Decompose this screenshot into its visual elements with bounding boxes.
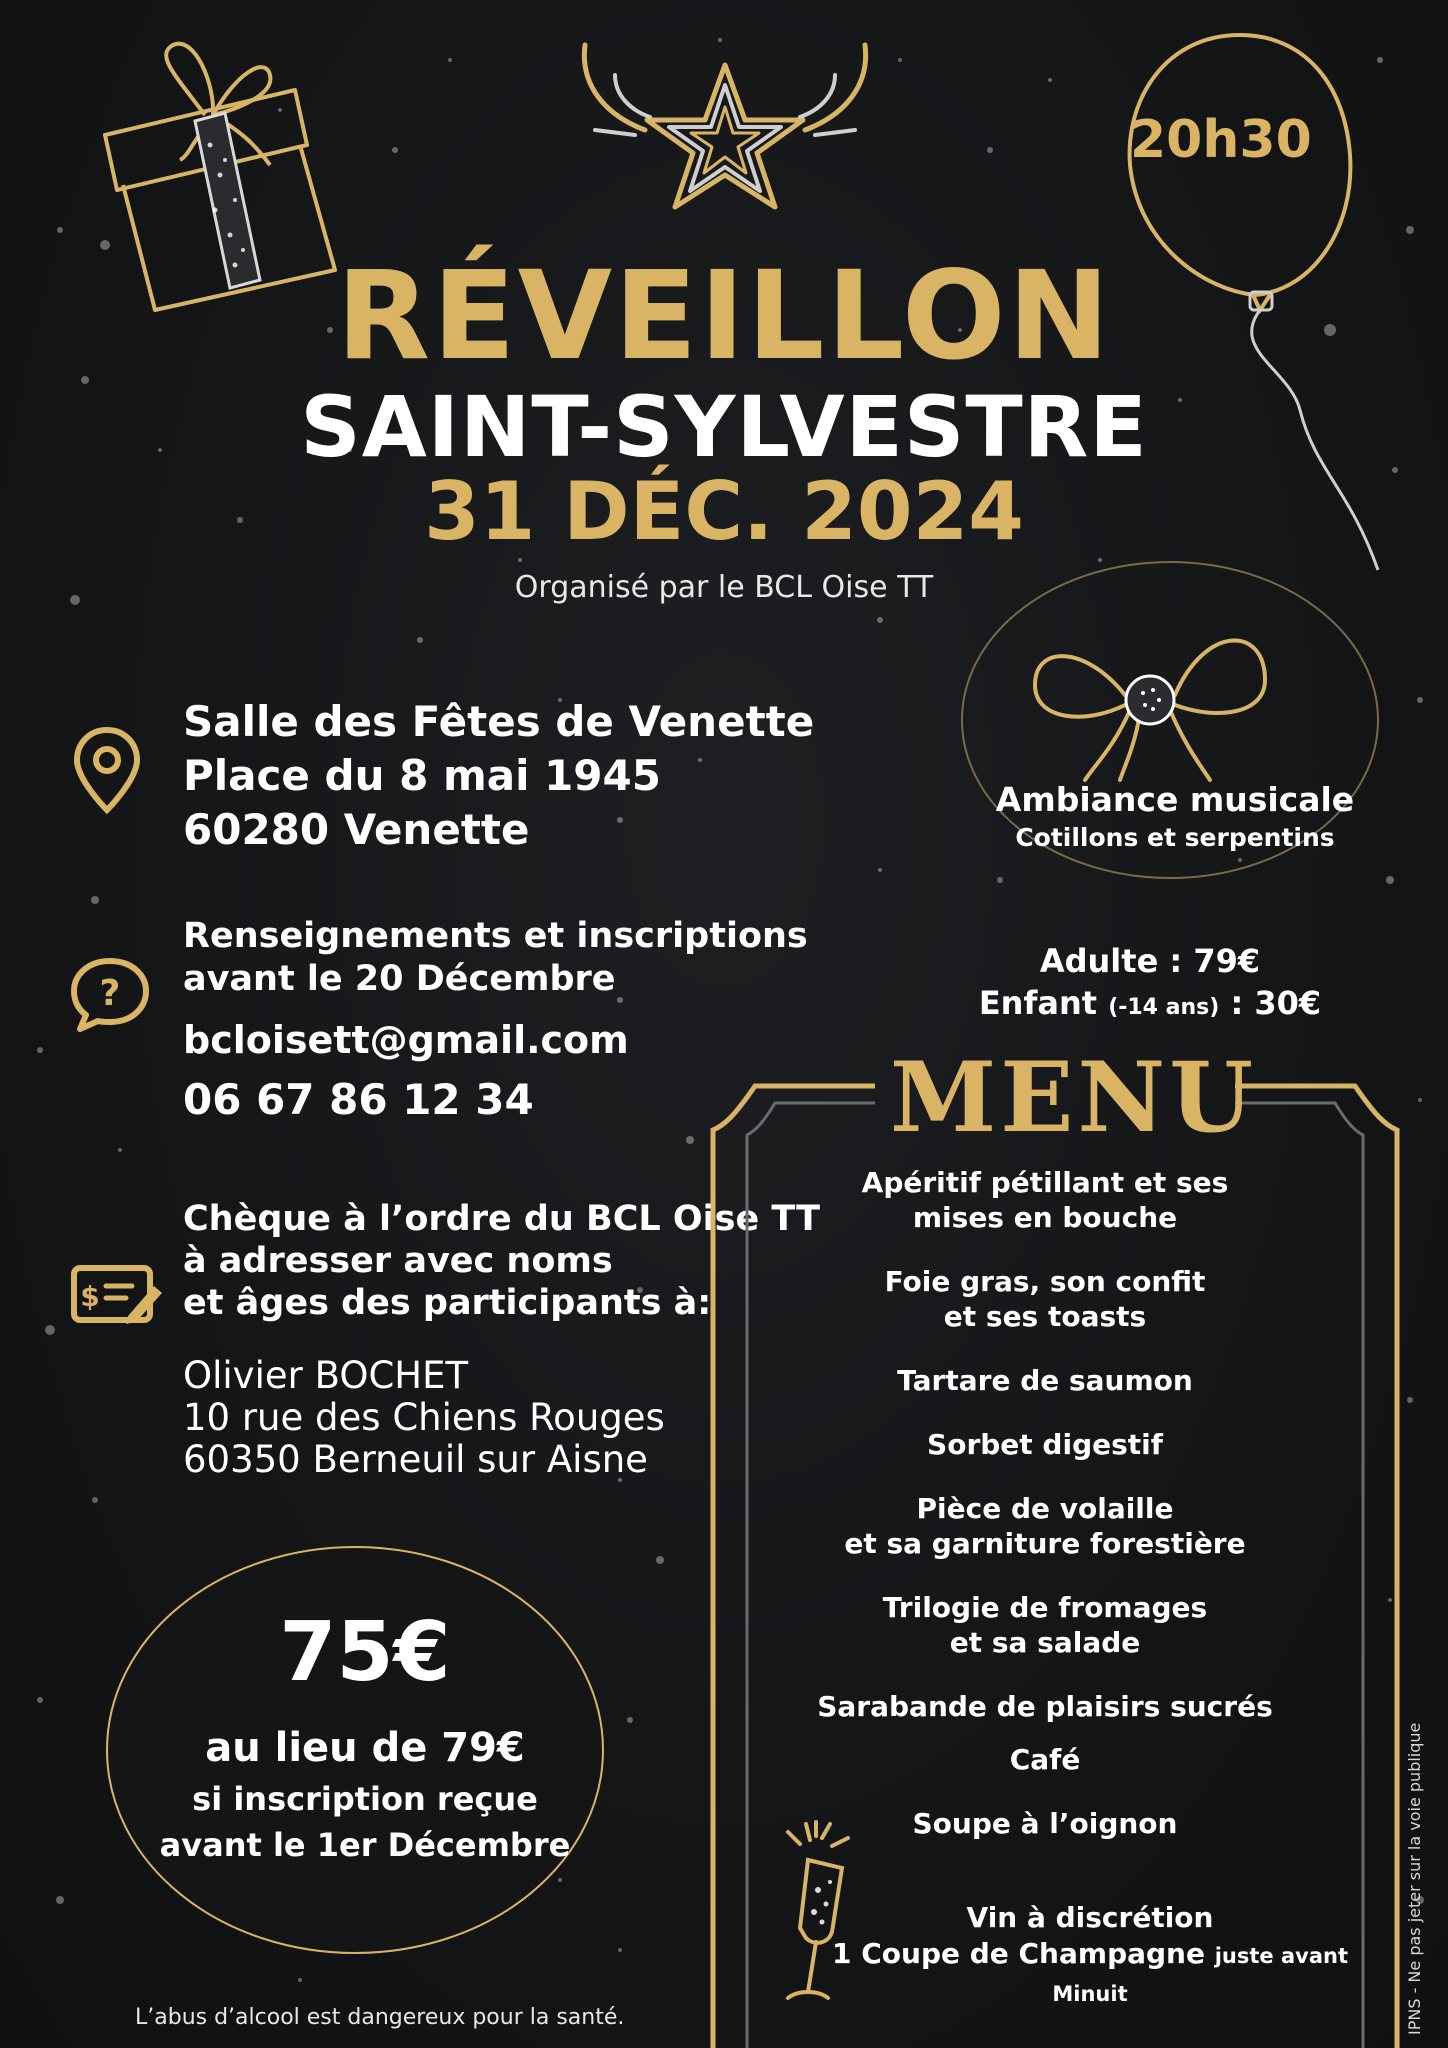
payee-line: Olivier BOCHET bbox=[183, 1354, 469, 1397]
bow-icon bbox=[1025, 605, 1275, 785]
menu-item-line: Foie gras, son confit bbox=[884, 1265, 1206, 1298]
menu-item bbox=[740, 1590, 1350, 1660]
promo-price: 75€ bbox=[279, 1605, 451, 1700]
menu-champagne-label: 1 Coupe de Champagne bbox=[832, 1937, 1205, 1970]
cheque-icon bbox=[70, 1262, 165, 1332]
location-address bbox=[183, 695, 814, 857]
menu-item bbox=[740, 1427, 1350, 1462]
menu-item-line: et ses toasts bbox=[943, 1300, 1147, 1333]
contact-phone[interactable]: 06 67 86 12 34 bbox=[183, 1075, 534, 1124]
tariff-child-price: : 30€ bbox=[1230, 984, 1322, 1022]
menu-item-line: et sa garniture forestière bbox=[844, 1527, 1246, 1560]
tariff-child bbox=[870, 982, 1430, 1029]
contact-line: avant le 20 Décembre bbox=[183, 959, 616, 999]
menu-champagne bbox=[830, 1936, 1350, 2012]
promo-conditions bbox=[135, 1720, 595, 1868]
event-time: 20h30 bbox=[1130, 110, 1312, 170]
contact-line: Renseignements et inscriptions bbox=[183, 916, 808, 956]
menu-item-line: Sorbet digestif bbox=[927, 1428, 1163, 1461]
contact-info bbox=[183, 915, 808, 1001]
title-saint-sylvestre: SAINT-SYLVESTRE bbox=[300, 378, 1148, 476]
payee-line: 10 rue des Chiens Rouges bbox=[183, 1396, 665, 1439]
menu-item-line: Pièce de volaille bbox=[916, 1492, 1174, 1525]
svg-text:?: ? bbox=[99, 973, 121, 1014]
menu-drinks bbox=[830, 1900, 1350, 2012]
location-line: Salle des Fêtes de Venette bbox=[183, 697, 815, 746]
menu-item-line: Trilogie de fromages bbox=[882, 1591, 1208, 1624]
menu-champagne-note: juste avant Minuit bbox=[1052, 1944, 1348, 2006]
menu-item bbox=[740, 1689, 1350, 1724]
location-pin-icon bbox=[72, 725, 142, 815]
tariff-child-age: (-14 ans) bbox=[1108, 995, 1220, 1020]
location-line: 60280 Venette bbox=[183, 805, 530, 854]
menu-list bbox=[740, 1165, 1350, 1870]
contact-email[interactable]: bcloisett@gmail.com bbox=[183, 1018, 629, 1062]
menu-item-line: et sa salade bbox=[949, 1626, 1141, 1659]
event-date: 31 DÉC. 2024 bbox=[424, 465, 1024, 558]
menu-item bbox=[740, 1491, 1350, 1561]
menu-item bbox=[740, 1363, 1350, 1398]
menu-item bbox=[740, 1165, 1350, 1235]
menu-item-line: Soupe à l’oignon bbox=[912, 1807, 1178, 1840]
payee-line: 60350 Berneuil sur Aisne bbox=[183, 1438, 648, 1481]
star-icon bbox=[575, 35, 875, 215]
payment-line: à adresser avec noms bbox=[183, 1241, 613, 1281]
title-reveillon: RÉVEILLON bbox=[336, 245, 1112, 387]
menu-wine: Vin à discrétion bbox=[966, 1901, 1214, 1934]
question-bubble-icon bbox=[68, 955, 153, 1035]
ambiance bbox=[985, 780, 1365, 852]
payee-address bbox=[183, 1355, 665, 1481]
menu-item bbox=[740, 1742, 1350, 1777]
menu-item bbox=[740, 1264, 1350, 1334]
payment-line: et âges des participants à: bbox=[183, 1283, 712, 1323]
tariff-child-label: Enfant bbox=[978, 984, 1098, 1022]
menu-title: MENU bbox=[890, 1041, 1257, 1154]
menu-item-line: Tartare de saumon bbox=[897, 1364, 1193, 1397]
menu-item-line: Café bbox=[1009, 1743, 1081, 1776]
promo-line: au lieu de 79€ bbox=[205, 1725, 525, 1771]
promo-line: avant le 1er Décembre bbox=[159, 1826, 571, 1864]
tariffs bbox=[870, 940, 1430, 1029]
svg-text:$: $ bbox=[80, 1280, 100, 1313]
ipns-note: IPNS - Ne pas jeter sur la voie publique bbox=[1405, 1722, 1424, 2035]
alcohol-disclaimer: L’abus d’alcool est dangereux pour la santé. bbox=[135, 2005, 625, 2030]
menu-item-line: Sarabande de plaisirs sucrés bbox=[817, 1690, 1273, 1723]
menu-item-line: mises en bouche bbox=[912, 1201, 1178, 1234]
menu-item-line: Apéritif pétillant et ses bbox=[861, 1166, 1229, 1199]
organizer: Organisé par le BCL Oise TT bbox=[514, 570, 934, 605]
ambiance-subtitle: Cotillons et serpentins bbox=[1015, 823, 1335, 852]
promo-line: si inscription reçue bbox=[192, 1780, 538, 1818]
payment-line: Chèque à l’ordre du BCL Oise TT bbox=[183, 1199, 820, 1239]
location-line: Place du 8 mai 1945 bbox=[183, 751, 661, 800]
ambiance-title: Ambiance musicale bbox=[995, 780, 1355, 819]
tariff-adult: Adulte : 79€ bbox=[1039, 942, 1261, 980]
